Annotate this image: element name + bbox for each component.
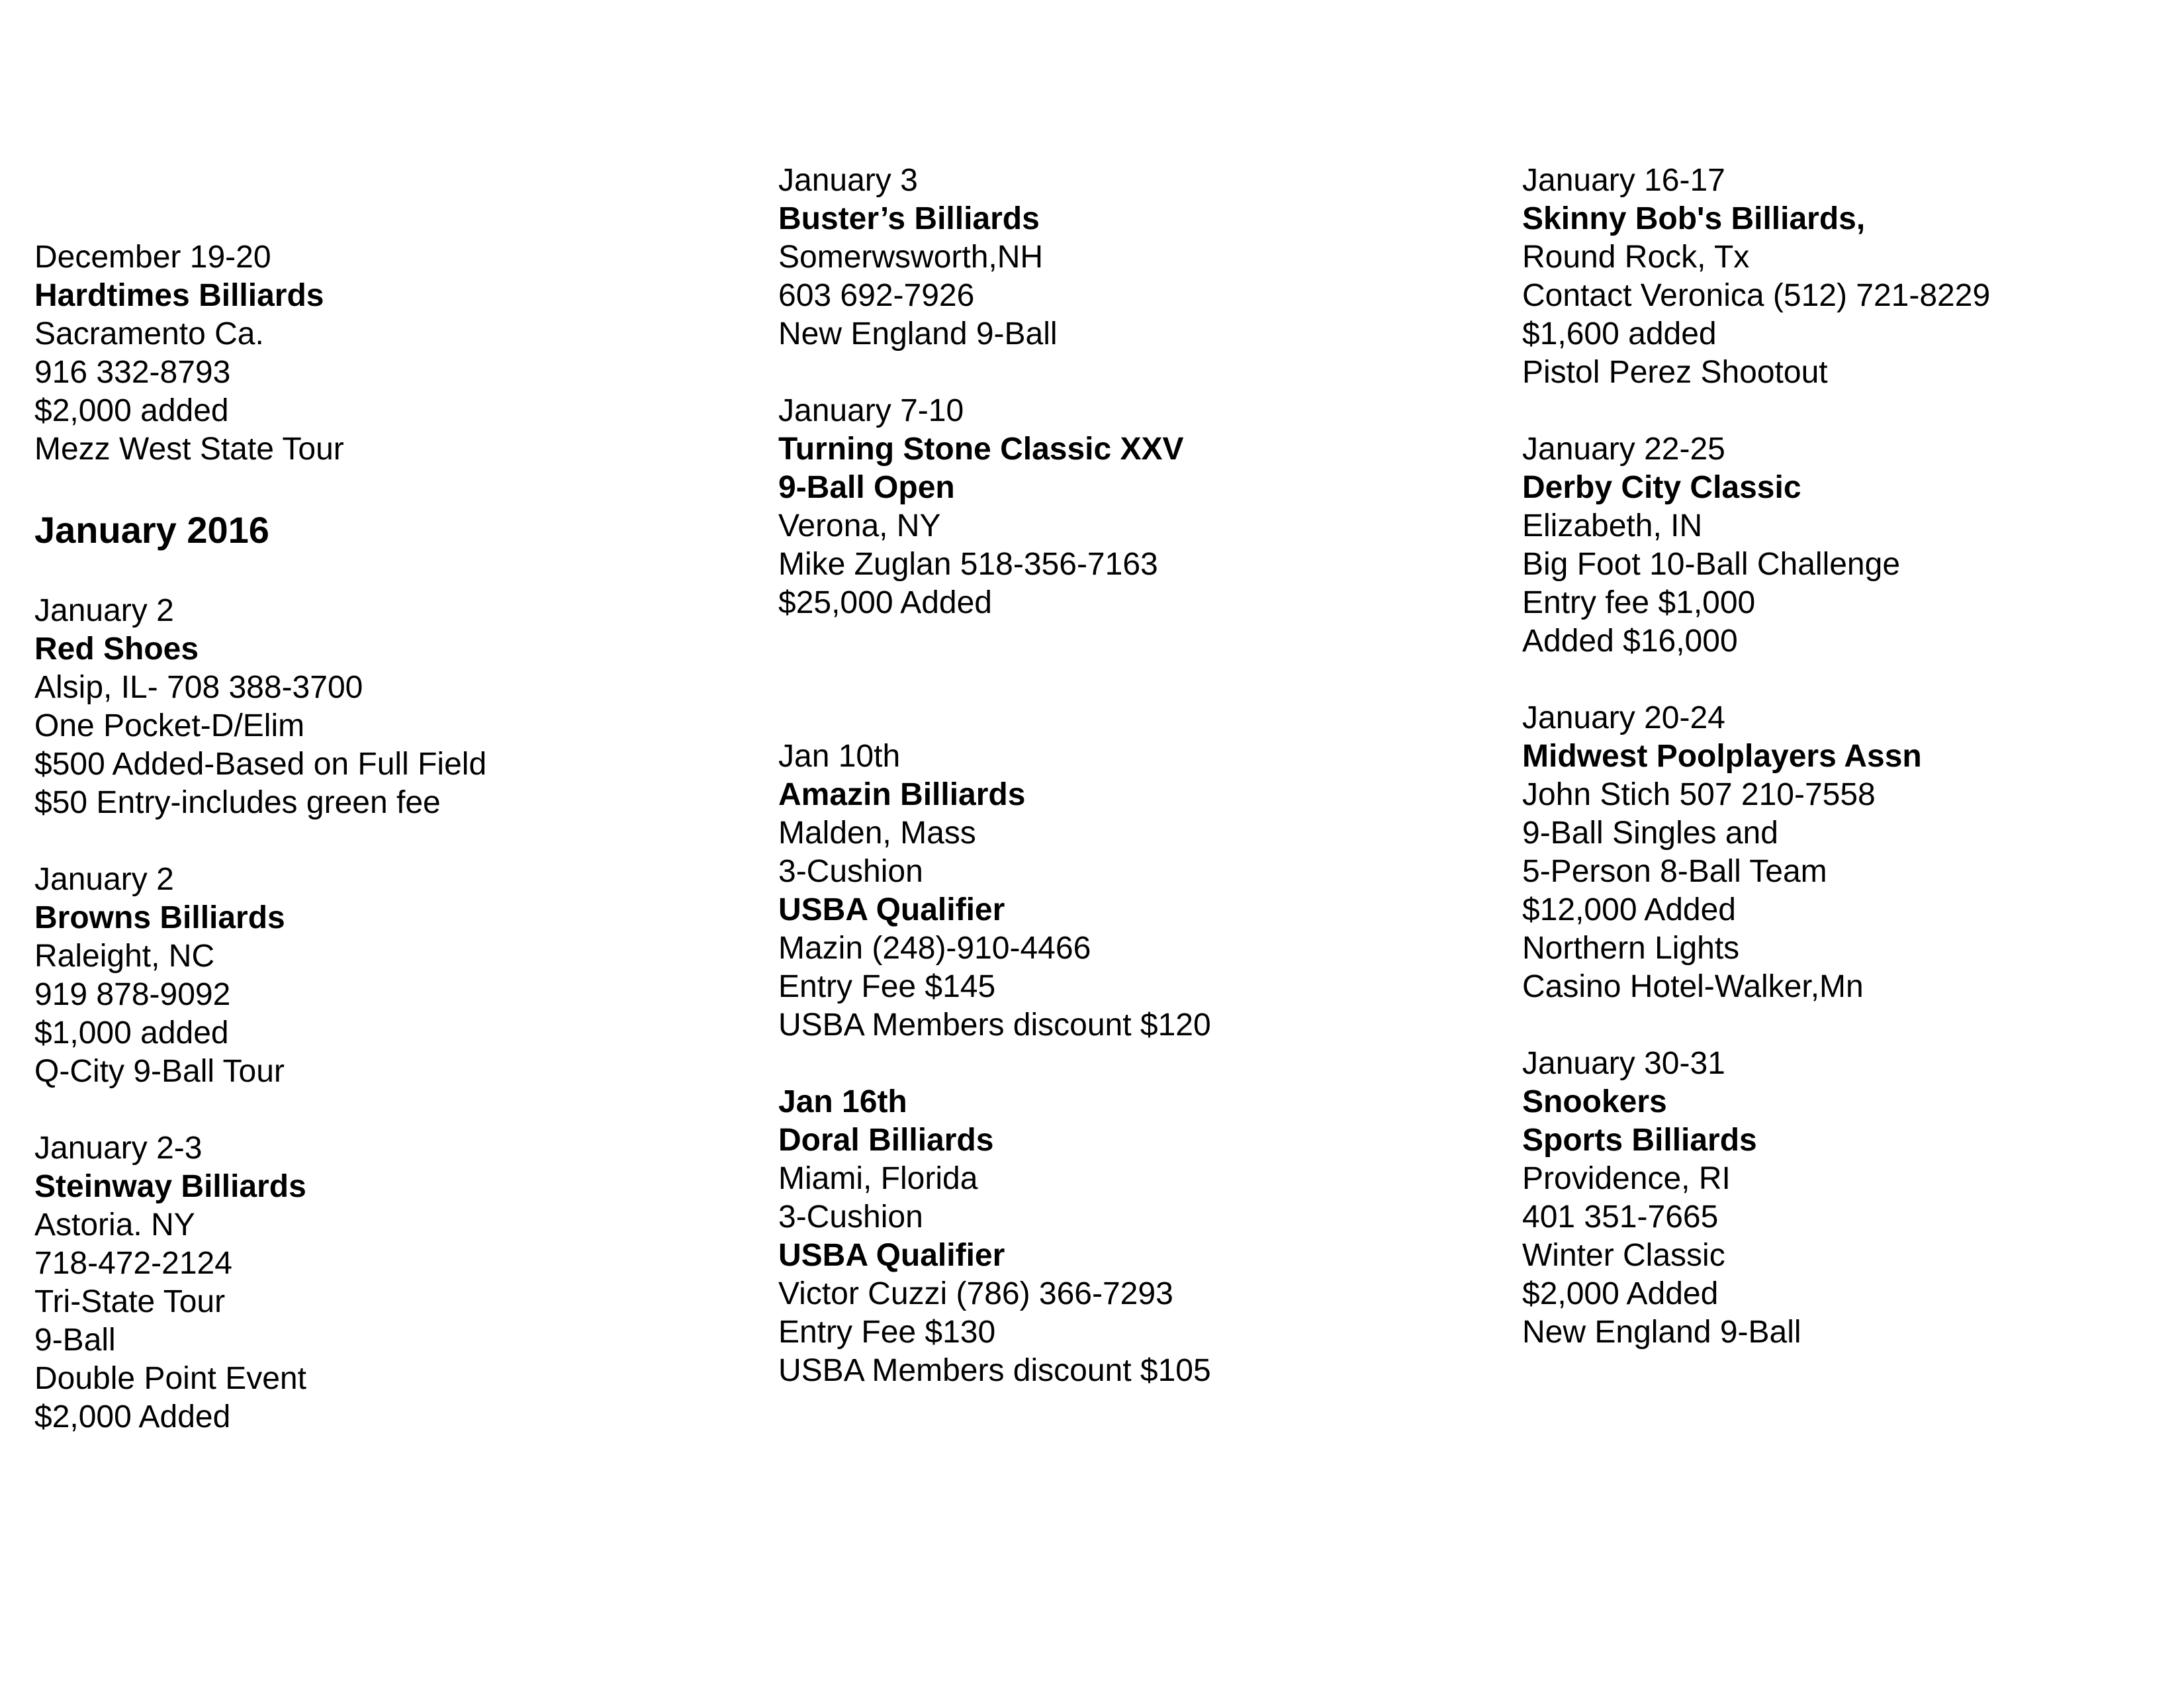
event-qualifier: USBA Qualifier <box>778 892 1005 927</box>
event-contact: Mike Zuglan 518-356-7163 <box>778 547 1158 582</box>
event-location: Elizabeth, IN <box>1522 508 1703 543</box>
event-date: January 20-24 <box>1522 700 1725 735</box>
event-location: Verona, NY <box>778 508 941 543</box>
event-format: 3-Cushion <box>778 1199 923 1235</box>
event-tour: Tri-State Tour <box>34 1284 226 1319</box>
event-qualifier: USBA Qualifier <box>778 1238 1005 1273</box>
event-title: Pistol Perez Shootout <box>1522 355 1828 390</box>
event-entry-fee: Entry Fee $145 <box>778 969 996 1004</box>
event-title: Winter Classic <box>1522 1238 1725 1273</box>
event-contact: Victor Cuzzi (786) 366-7293 <box>778 1276 1173 1311</box>
event-phone: 603 692-7926 <box>778 278 975 313</box>
event-title: Turning Stone Classic XXV <box>778 432 1184 467</box>
event-location: Round Rock, Tx <box>1522 240 1750 275</box>
event-format: 5-Person 8-Ball Team <box>1522 854 1827 889</box>
venue-name: Amazin Billiards <box>778 777 1026 812</box>
venue-name: Sports Billiards <box>1522 1123 1757 1158</box>
event-format: One Pocket-D/Elim <box>34 708 305 743</box>
event-location: Miami, Florida <box>778 1161 978 1196</box>
venue-name: Steinway Billiards <box>34 1169 306 1204</box>
event-location: Astoria. NY <box>34 1207 195 1243</box>
event-contact: Mazin (248)-910-4466 <box>778 931 1091 966</box>
event-discount: USBA Members discount $105 <box>778 1353 1211 1388</box>
event-location: Raleight, NC <box>34 939 215 974</box>
event-location: Somerwsworth,NH <box>778 240 1044 275</box>
event-date: January 2 <box>34 862 174 897</box>
event-date: December 19-20 <box>34 240 271 275</box>
venue-name: Red Shoes <box>34 632 199 667</box>
event-date: Jan 16th <box>778 1084 907 1119</box>
event-phone: 401 351-7665 <box>1522 1199 1719 1235</box>
event-tour: Mezz West State Tour <box>34 432 344 467</box>
event-contact: John Stich 507 210-7558 <box>1522 777 1876 812</box>
event-phone: 916 332-8793 <box>34 355 231 390</box>
event-tour: New England 9-Ball <box>778 316 1058 352</box>
venue-name: Buster’s Billiards <box>778 201 1040 236</box>
event-location: Malden, Mass <box>778 816 976 851</box>
event-date: January 22-25 <box>1522 432 1725 467</box>
event-format: 9-Ball <box>34 1323 116 1358</box>
event-format: Big Foot 10-Ball Challenge <box>1522 547 1901 582</box>
event-note: Double Point Event <box>34 1361 306 1396</box>
event-date: January 2 <box>34 593 174 628</box>
event-added-money: $2,000 added <box>34 393 229 428</box>
event-date: Jan 10th <box>778 739 901 774</box>
event-location: Northern Lights <box>1522 931 1740 966</box>
venue-name: Hardtimes Billiards <box>34 278 324 313</box>
event-discount: USBA Members discount $120 <box>778 1008 1211 1043</box>
event-added-money: $1,000 added <box>34 1015 229 1051</box>
event-title: Derby City Classic <box>1522 470 1801 505</box>
event-contact: Contact Veronica (512) 721-8229 <box>1522 278 1991 313</box>
event-entry-fee: $50 Entry-includes green fee <box>34 785 441 820</box>
event-location: Alsip, IL- 708 388-3700 <box>34 670 363 705</box>
venue-name: Browns Billiards <box>34 900 285 935</box>
event-location: Casino Hotel-Walker,Mn <box>1522 969 1864 1004</box>
event-phone: 919 878-9092 <box>34 977 231 1012</box>
venue-name: Doral Billiards <box>778 1123 994 1158</box>
event-added-money: $25,000 Added <box>778 585 992 620</box>
event-title: Midwest Poolplayers Assn <box>1522 739 1922 774</box>
event-format: 9-Ball Singles and <box>1522 816 1778 851</box>
venue-name: Snookers <box>1522 1084 1667 1119</box>
event-location: Sacramento Ca. <box>34 316 264 352</box>
event-date: January 16-17 <box>1522 163 1725 198</box>
event-date: January 7-10 <box>778 393 964 428</box>
event-phone: 718-472-2124 <box>34 1246 232 1281</box>
month-heading: January 2016 <box>34 509 269 551</box>
event-format: 3-Cushion <box>778 854 923 889</box>
event-added-money: $2,000 Added <box>1522 1276 1719 1311</box>
event-title: 9-Ball Open <box>778 470 955 505</box>
event-date: January 2-3 <box>34 1131 203 1166</box>
event-added-money: Added $16,000 <box>1522 624 1738 659</box>
event-entry-fee: Entry fee $1,000 <box>1522 585 1756 620</box>
event-date: January 30-31 <box>1522 1046 1725 1081</box>
event-tour: New England 9-Ball <box>1522 1315 1801 1350</box>
event-added-money: $12,000 Added <box>1522 892 1736 927</box>
event-location: Providence, RI <box>1522 1161 1731 1196</box>
event-entry-fee: Entry Fee $130 <box>778 1315 996 1350</box>
event-added-money: $500 Added-Based on Full Field <box>34 747 487 782</box>
event-tour: Q-City 9-Ball Tour <box>34 1054 285 1089</box>
event-added-money: $1,600 added <box>1522 316 1717 352</box>
event-date: January 3 <box>778 163 918 198</box>
event-added-money: $2,000 Added <box>34 1399 231 1434</box>
venue-name: Skinny Bob's Billiards, <box>1522 201 1866 236</box>
